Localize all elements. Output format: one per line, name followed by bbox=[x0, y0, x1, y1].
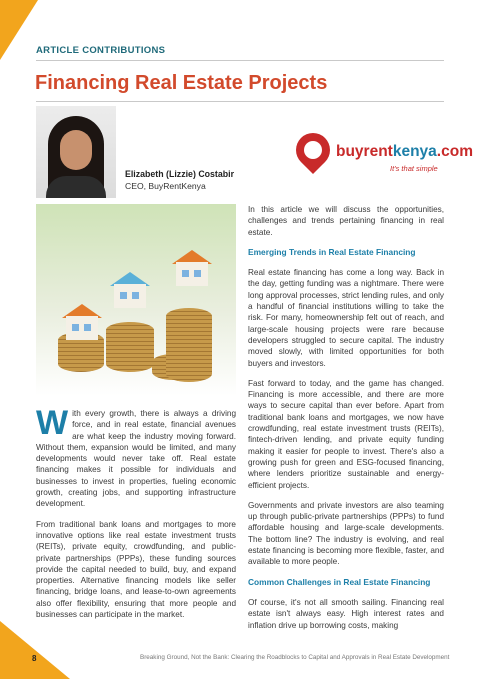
divider bbox=[36, 101, 444, 102]
subheading-emerging-trends: Emerging Trends in Real Estate Financing bbox=[248, 246, 416, 257]
paragraph: With every growth, there is always a driving force, and in real estate, financial avenues are what keep the industry moving forward. Without them, expansion would be limited, and many developments would never take off. Real estate financing makes it possible for individuals and businesses to invest in properties, fueling economic growth, creating jobs, and supporting infrastructure development. bbox=[36, 404, 236, 509]
corner-decoration-top bbox=[0, 0, 38, 60]
right-column bbox=[248, 204, 444, 640]
logo-tagline: It's that simple bbox=[390, 164, 438, 173]
corner-decoration-bottom bbox=[0, 621, 70, 679]
houses-on-coins-image bbox=[36, 204, 236, 396]
section-label: ARTICLE CONTRIBUTIONS bbox=[36, 45, 166, 56]
company-logo bbox=[296, 133, 473, 181]
intro-paragraph: In this article we will discuss the opportunities, challenges and trends pertaining financing in real estate. bbox=[248, 205, 444, 237]
paragraph: Of course, it's not all smooth sailing. Financing real estate isn't always easy. High interest rates and inflation drive up borrowing costs, making bbox=[248, 597, 444, 630]
author-role: CEO, BuyRentKenya bbox=[125, 181, 206, 191]
paragraph: Fast forward to today, and the game has changed. Financing is more accessible, and there are more ways to secure capital than ever before. Apart from traditional bank loans and mortgages, we now have crowdfunding, real estate investment trusts (REITs), fintech-driven lending, and private equity funding making it easier for people to invest. There's also a growing push for green and ESG-focused financing, where lenders prioritize sustainable and energy-efficient projects. bbox=[248, 378, 444, 490]
logo-wordmark: buyrentkenya.com bbox=[336, 143, 473, 160]
divider bbox=[36, 60, 444, 61]
left-column bbox=[36, 404, 236, 629]
author-name: Elizabeth (Lizzie) Costabir bbox=[125, 169, 234, 179]
drop-cap: W bbox=[36, 404, 69, 442]
subheading-common-challenges: Common Challenges in Real Estate Financing bbox=[248, 576, 431, 587]
page-number: 8 bbox=[32, 654, 37, 663]
paragraph: Governments and private investors are also teaming up through public-private partnerships (PPPs) to fund affordable housing and large-scale developments. The bottom line? The industry is evolving, and real estate financing is becoming more flexible, faster, and available to more people. bbox=[248, 500, 444, 567]
paragraph: Real estate financing has come a long way. Back in the day, getting funding was a nightmare. There were long approval processes, strict lending rules, and only a handful of financial institutions willing to take the risk. For many, homeownership felt out of reach, and large-scale housing projects were rare because developers struggled to secure capital. The industry moved slowly, with limited opportunities for both buyers and investors. bbox=[248, 268, 444, 368]
paragraph: From traditional bank loans and mortgages to more innovative options like real estate investment trusts (REITs), private equity, crowdfunding, and public-private partnerships (PPPs), these funding sources provide the capital needed to build, buy, and expand properties. Alternative financing models like seller financing, bridge loans, and lease-to-own agreements also offer flexibility, ensuring that more people and businesses can participate in the market. bbox=[36, 519, 236, 620]
map-pin-icon bbox=[289, 126, 337, 174]
author-photo bbox=[36, 106, 116, 198]
footer-text: Breaking Ground, Not the Bank: Clearing the Roadblocks to Capital and Approvals in Real Estate Development bbox=[140, 654, 450, 661]
page-title: Financing Real Estate Projects bbox=[35, 72, 328, 94]
